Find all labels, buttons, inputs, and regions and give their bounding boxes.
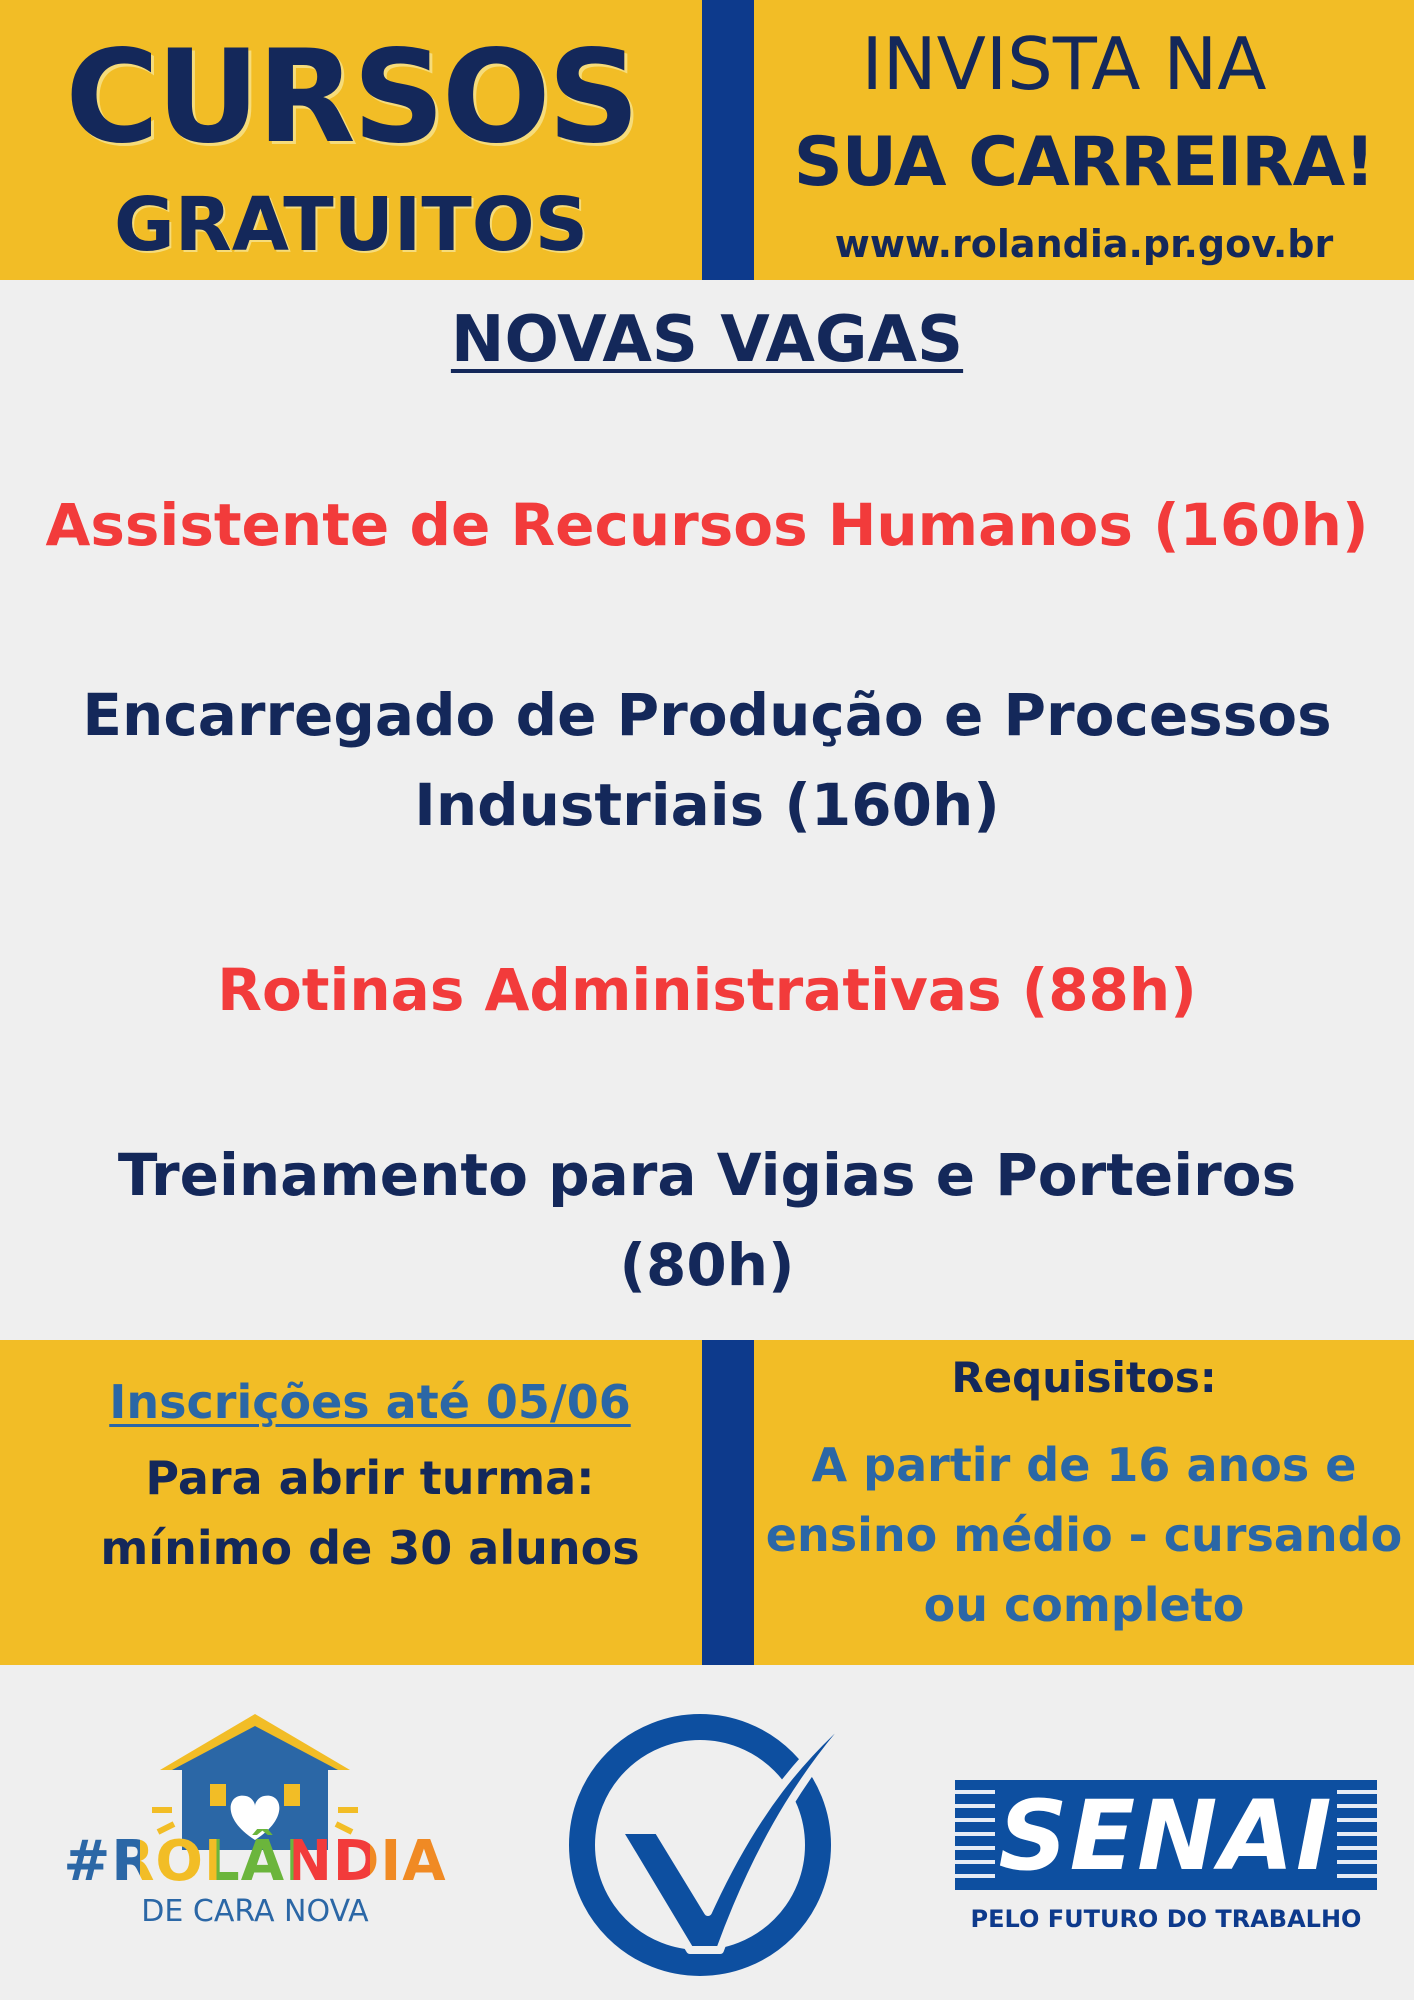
rolandia-hashtag-text: #ROLÂNDIA [63, 1829, 447, 1894]
title-sub: GRATUITOS [113, 182, 589, 268]
senai-tagline: PELO FUTURO DO TRABALHO [970, 1905, 1362, 1933]
website-link[interactable]: www.rolandia.pr.gov.br [834, 222, 1334, 266]
requirements-title: Requisitos: [951, 1353, 1217, 1402]
rolandia-subtitle: DE CARA NOVA [141, 1894, 369, 1929]
requirements-line: ou completo [923, 1578, 1245, 1632]
tagline-line1: INVISTA NA [861, 22, 1267, 106]
section-title [0, 300, 1414, 380]
course-item [0, 670, 1414, 850]
rolandia-hashtag [60, 1830, 450, 1894]
title-main: CURSOS [65, 23, 637, 172]
requirements-text [754, 1430, 1414, 1640]
registration-deadline [0, 1372, 740, 1432]
course-item [0, 945, 1414, 1035]
course-item [0, 480, 1414, 570]
senai-wordmark: SENAI [998, 1780, 1334, 1892]
course-line: Industriais (160h) [414, 771, 1000, 839]
section-title-text: NOVAS VAGAS [450, 303, 964, 377]
header-divider [702, 0, 754, 280]
course-line: Assistente de Recursos Humanos (160h) [45, 491, 1369, 559]
requirements-line: A partir de 16 anos e [811, 1438, 1357, 1492]
requirements-line: ensino médio - cursando [765, 1508, 1403, 1562]
check-circle-icon [560, 1680, 890, 1980]
course-line: Encarregado de Produção e Processos [82, 681, 1332, 749]
class-minimum-line2: mínimo de 30 alunos [100, 1521, 640, 1575]
course-line: (80h) [619, 1231, 795, 1299]
course-line: Rotinas Administrativas (88h) [217, 956, 1197, 1024]
course-item [0, 1130, 1414, 1310]
course-line: Treinamento para Vigias e Porteiros [117, 1141, 1297, 1209]
tagline-line2: SUA CARREIRA! [793, 123, 1375, 202]
class-minimum-line1: Para abrir turma: [145, 1451, 595, 1505]
registration-deadline-text: Inscrições até 05/06 [109, 1375, 631, 1429]
